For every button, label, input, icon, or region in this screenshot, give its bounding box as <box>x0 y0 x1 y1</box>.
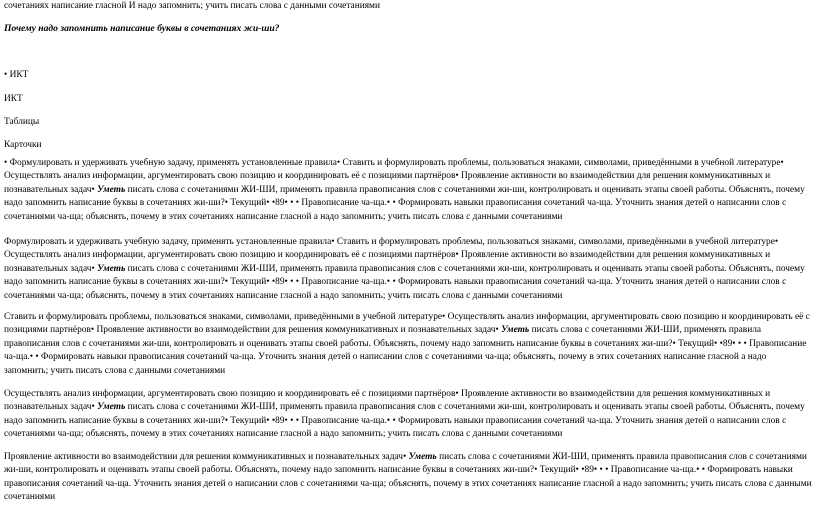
tag-tables: Таблицы <box>4 117 40 127</box>
paragraph-text: писать слова с сочетаниями ЖИ-ШИ, применять правила правописания слов с сочетаниями жи-ши, контролировать и оценивать этапы своей работы. Объяснять, почему надо запомнить написание буквы в сочетаниях жи-ши?• Текущий• •89• • • Правописание ча-ща.• • Формировать навыки правописания сочетаний ча-ща. Уточнить знания детей о написании слов с сочетаниями ча-ща; объяснять, почему в этих сочетаниях написание гласной а надо запомнить; учить писать слова с данными сочетаниями <box>4 184 805 222</box>
paragraph-text: Осуществлять анализ информации, аргументировать свою позицию и координировать её с позициями партнёров• Проявление активности во взаимодействии для решения коммуникативных и познавательных задач• <box>4 389 771 413</box>
paragraph-text: писать слова с сочетаниями ЖИ-ШИ, применять правила правописания слов с сочетаниями жи-ши, контролировать и оценивать этапы своей работы. Объяснять, почему надо запомнить написание буквы в сочетаниях жи-ши?• Текущий• •89• • • Правописание ча-ща.• • Формировать навыки правописания сочетаний ча-ща. Уточнить знания детей о написании слов с сочетаниями ча-ща; объяснять, почему в этих сочетаниях написание гласной а надо запомнить; учить писать слова с данными сочетаниями <box>4 325 807 376</box>
emphasis-text: Уметь <box>97 402 126 413</box>
emphasis-text: Уметь <box>97 263 126 274</box>
competencies-paragraph-1 <box>4 157 812 224</box>
paragraph-text: Проявление активности во взаимодействии для решения коммуникативных и познавательных задач• <box>4 452 409 462</box>
paragraph-text: писать слова с сочетаниями ЖИ-ШИ, применять правила правописания слов с сочетаниями жи-ши, контролировать и оценивать этапы своей работы. Объяснять, почему надо запомнить написание буквы в сочетаниях жи-ши?• Текущий• •89• • • Правописание ча-ща.• • Формировать навыки правописания сочетаний ча-ща. Уточнить знания детей о написании слов с сочетаниями ча-ща; объяснять, почему в этих сочетаниях написание гласной а надо запомнить; учить писать слова с данными сочетаниями <box>4 402 805 440</box>
top-line: сочетаниях написание гласной И надо запомнить; учить писать слова с данными сочетаниями <box>4 1 381 11</box>
question-heading: Почему надо запомнить написание буквы в сочетаниях жи-ши? <box>4 23 280 34</box>
paragraph-text: писать слова с сочетаниями ЖИ-ШИ, применять правила правописания слов с сочетаниями жи-ши, контролировать и оценивать этапы своей работы. Объяснять, почему надо запомнить написание буквы в сочетаниях жи-ши?• Текущий• •89• • • Правописание ча-ща.• • Формировать навыки правописания сочетаний ча-ща. Уточнить знания детей о написании слов с сочетаниями ча-ща; объяснять, почему в этих сочетаниях написание гласной а надо запомнить; учить писать слова с данными сочетаниями <box>4 263 805 301</box>
paragraph-text: Ставить и формулировать проблемы, пользоваться знаками, символами, приведёнными в учебной литературе• Осуществлять анализ информации, аргументировать свою позицию и координировать её с позициями партнёров• Проявление активности во взаимодействии для решения коммуникативных и познавательных задач• <box>4 312 810 336</box>
tag-cards: Карточки <box>4 140 42 150</box>
emphasis-text: Уметь <box>97 184 126 195</box>
tag-ikt: ИКТ <box>4 94 23 104</box>
competencies-paragraph-2 <box>4 236 812 303</box>
emphasis-text: Уметь <box>501 325 530 336</box>
paragraph-text: • Формулировать и удерживать учебную задачу, применять установленные правила• Ставить и формулировать проблемы, пользоваться знаками, символами, приведёнными в учебной литературе• Осуществлять анализ информации, аргументировать свою позицию и координировать её с позициями партнёров• Проявление активности во взаимодействии для решения коммуникативных и познавательных задач• <box>4 158 784 195</box>
paragraph-text: писать слова с сочетаниями ЖИ-ШИ, применять правила правописания слов с сочетаниями жи-ши, контролировать и оценивать этапы своей работы. Объяснять, почему надо запомнить написание буквы в сочетаниях жи-ши?• Текущий• •89• • • Правописание ча-ща.• • Формировать навыки правописания сочетаний ча-ща. Уточнить знания детей о написании слов с сочетаниями ча-ща; объяснять, почему в этих сочетаниях написание гласной а надо запомнить; учить писать слова с данными сочетаниями <box>4 452 812 503</box>
competencies-paragraph-4 <box>4 388 812 442</box>
emphasis-text: Уметь <box>408 452 437 462</box>
competencies-paragraph-5 <box>4 451 812 505</box>
competencies-paragraph-3 <box>4 311 812 378</box>
tag-ikt-bullet: • ИКТ <box>4 70 29 80</box>
paragraph-text: Формулировать и удерживать учебную задачу, применять установленные правила• Ставить и формулировать проблемы, пользоваться знаками, символами, приведёнными в учебной литературе• Осуществлять анализ информации, аргументировать свою позицию и координировать её с позициями партнёров• Проявление активности во взаимодействии для решения коммуникативных и познавательных задач• <box>4 237 779 274</box>
